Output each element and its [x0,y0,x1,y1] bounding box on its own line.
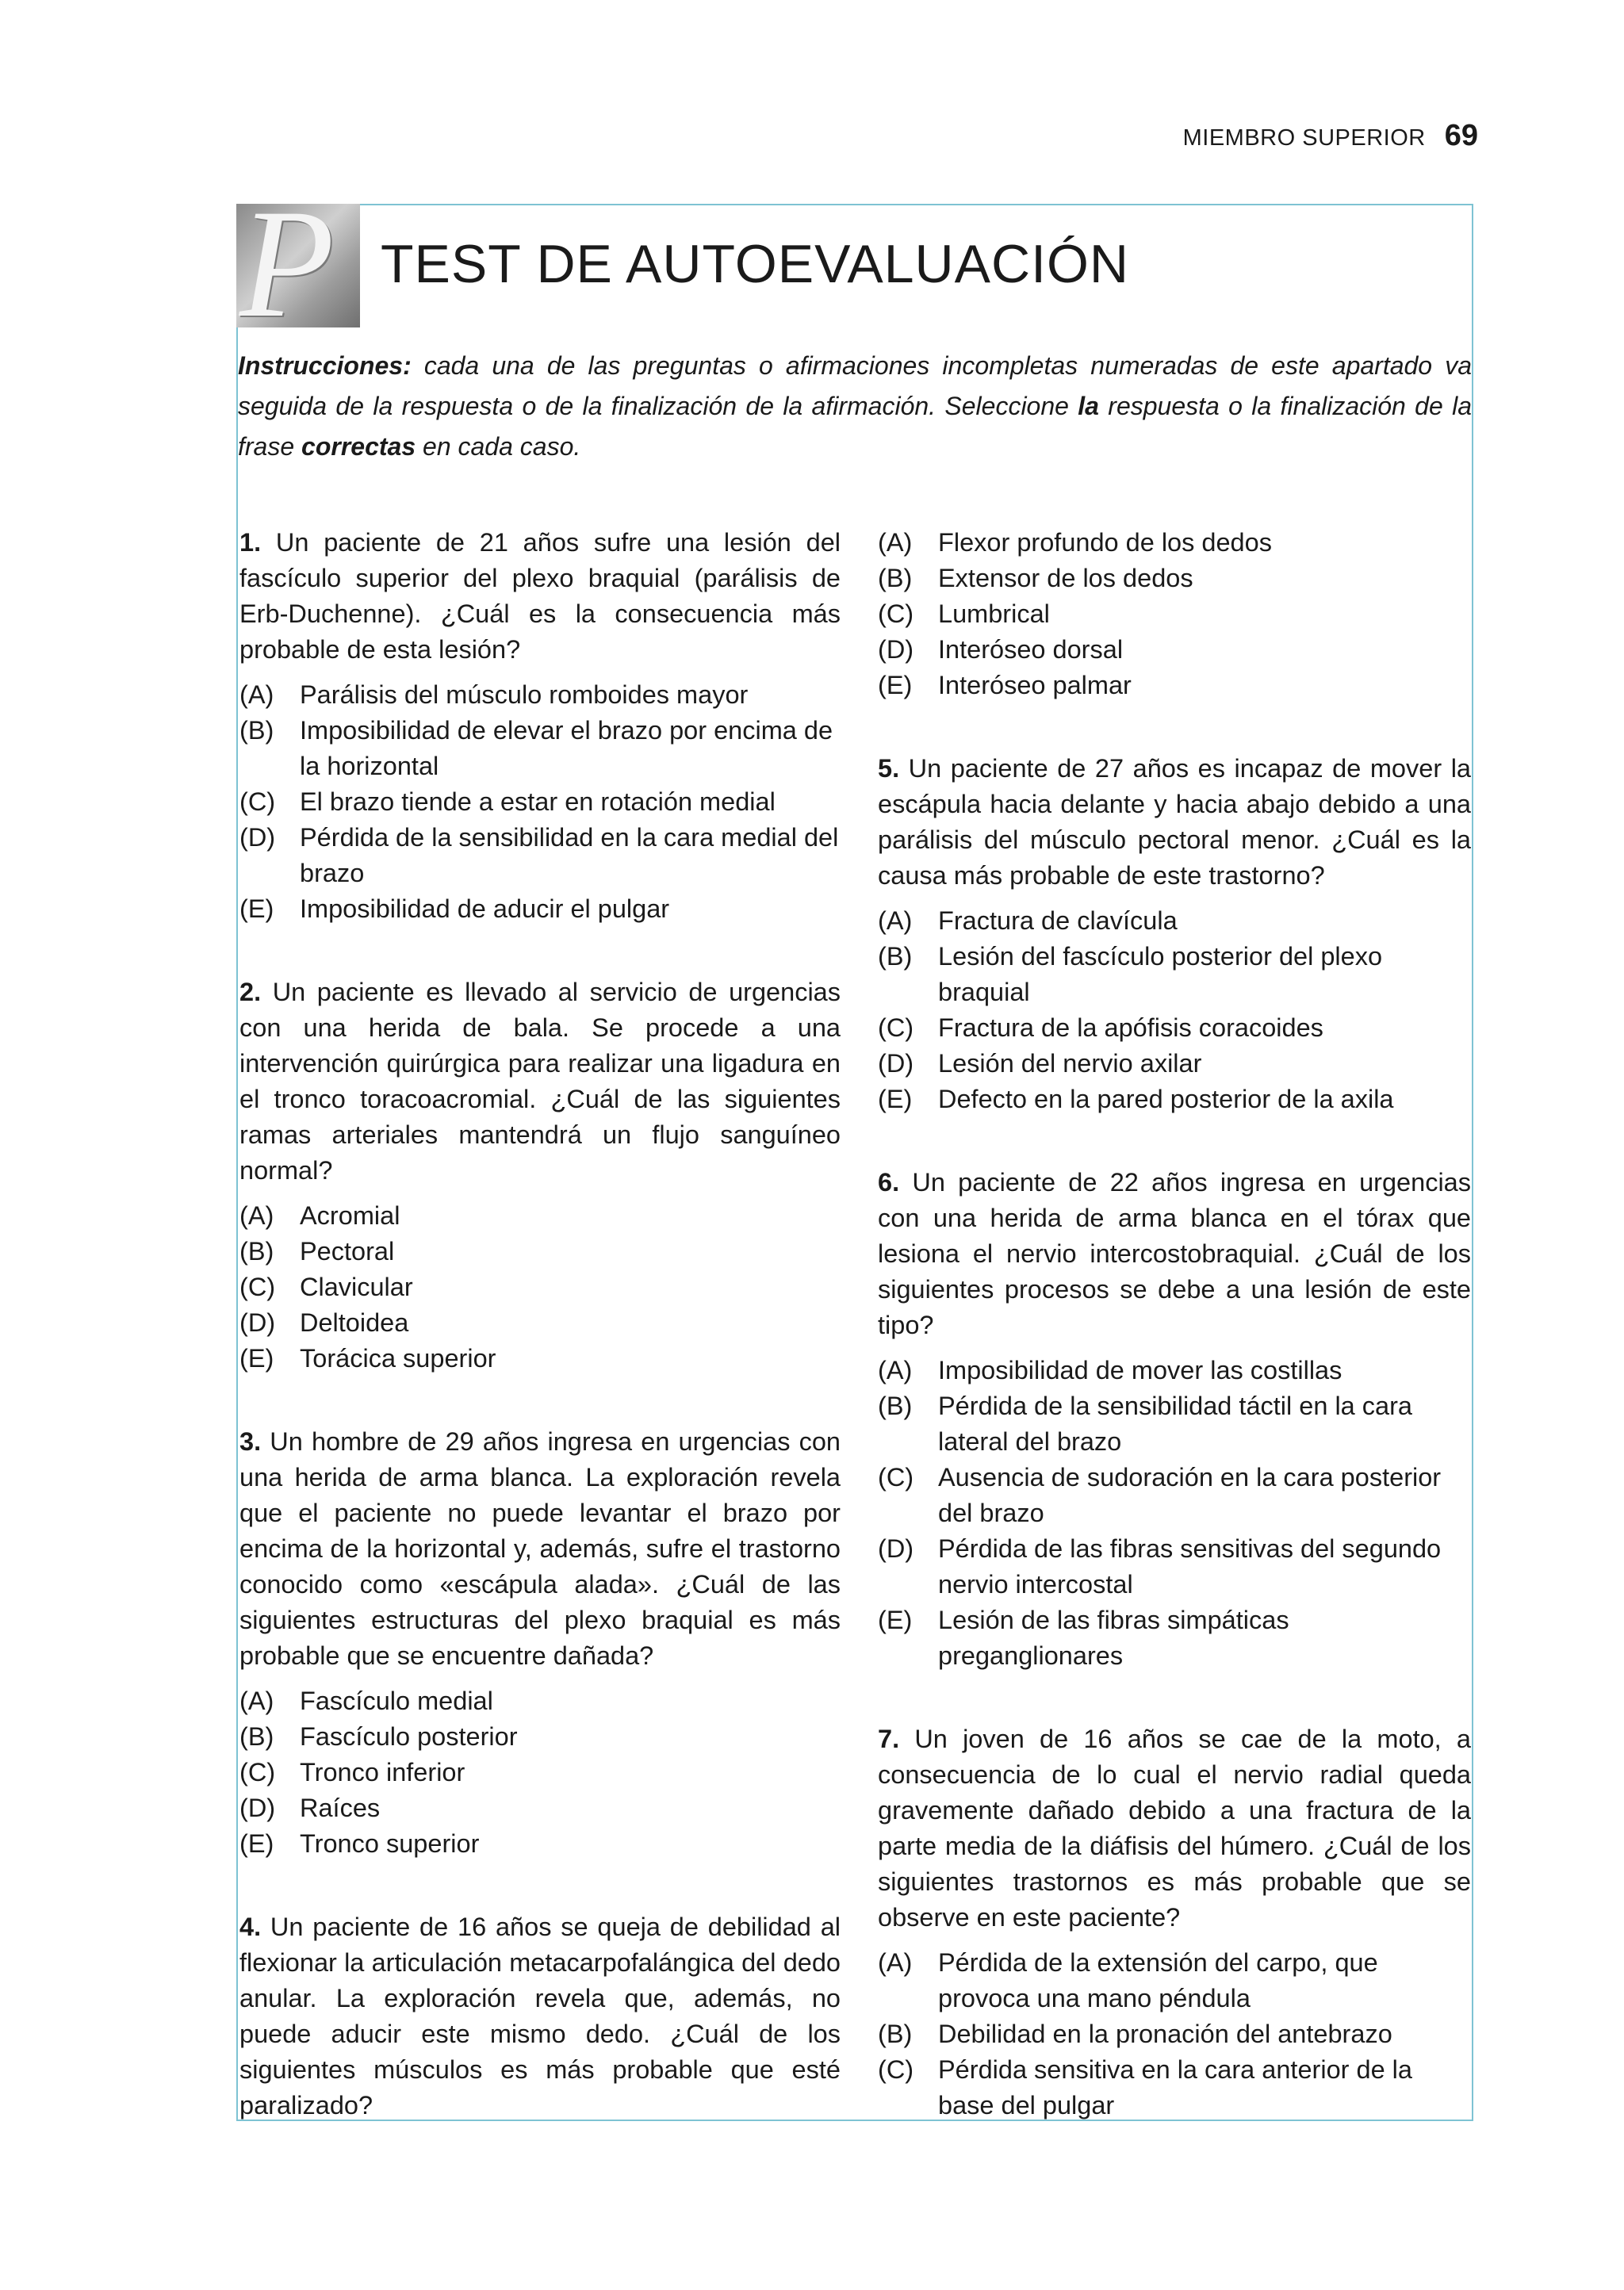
option-text: Imposibilidad de elevar el brazo por encima de la horizontal [300,716,833,780]
option-letter: (A) [239,1201,274,1230]
option-text: Fractura de clavícula [938,906,1178,935]
question-text [239,975,841,1189]
option-text: Debilidad en la pronación del antebrazo [938,2020,1392,2048]
option-c [239,1269,841,1305]
instructions-part1: cada una de las preguntas o afirmaciones incompletas numeradas de este apartado va seguida de la respuesta o de la finalización de la afirmación. Seleccione [238,351,1472,420]
question-number: 5. [878,754,900,783]
option-list [239,1683,841,1862]
option-letter: (E) [239,894,274,923]
option-letter: (E) [878,1606,913,1634]
option-e [239,1341,841,1377]
option-text: Parálisis del músculo romboides mayor [300,680,749,709]
option-text: Tronco inferior [300,1758,465,1786]
question-1 [239,525,841,927]
option-text: Deltoidea [300,1308,409,1337]
option-letter: (C) [239,1273,276,1301]
option-text: El brazo tiende a estar en rotación medial [300,787,776,816]
option-letter: (D) [239,823,276,852]
option-letter: (E) [239,1829,274,1858]
option-letter: (E) [878,671,913,699]
option-text: Pérdida de la sensibilidad en la cara medial del brazo [300,823,839,887]
question-stem: Un paciente de 21 años sufre una lesión del fascículo superior del plexo braquial (parálisis de Erb-Duchenne). ¿Cuál es la consecuencia más probable de esta lesión? [239,528,841,664]
question-number: 6. [878,1168,900,1197]
question-number: 7. [878,1725,900,1753]
option-text: Flexor profundo de los dedos [938,528,1272,557]
option-letter: (B) [239,1722,274,1751]
question-text [239,1909,841,2123]
option-d [878,1046,1471,1082]
option-b [239,1719,841,1755]
option-text: Torácica superior [300,1344,496,1373]
running-head [1183,119,1478,153]
option-list [878,1945,1471,2123]
option-c [878,2052,1471,2123]
running-head-section: MIEMBRO SUPERIOR [1182,125,1426,151]
option-b [239,713,841,784]
option-c [878,1460,1471,1531]
question-text [878,1721,1471,1936]
left-column [239,525,841,2136]
option-letter: (C) [239,787,276,816]
option-letter: (B) [878,942,913,971]
instructions-bold-la: la [1078,392,1099,420]
question-4 [239,1909,841,2123]
question-number: 2. [239,978,262,1006]
option-text: Fascículo posterior [300,1722,518,1751]
option-e [239,1826,841,1862]
option-e [878,668,1471,703]
option-list [878,525,1471,703]
right-column [878,525,1471,2136]
question-stem: Un paciente de 16 años se queja de debilidad al flexionar la articulación metacarpofalángica del dedo anular. La exploración revela que, además, no puede aducir este mismo dedo. ¿Cuál de los siguientes músculos es más probable que esté paralizado? [239,1913,841,2120]
question-stem: Un joven de 16 años se cae de la moto, a consecuencia de lo cual el nervio radial queda gravemente dañado debido a una fractura de la parte media de la diáfisis del húmero. ¿Cuál de los siguientes trastornos es más probable que se observe en este paciente? [878,1725,1471,1932]
option-letter: (E) [878,1085,913,1113]
option-a [878,1353,1471,1388]
option-e [239,891,841,927]
option-letter: (A) [239,680,274,709]
spacer [878,716,1471,751]
question-stem: Un paciente de 22 años ingresa en urgencias con una herida de arma blanca en el tórax que lesiona el nervio intercostobraquial. ¿Cuál de los siguientes procesos se debe a una lesión de este tipo? [878,1168,1471,1339]
option-e [878,1082,1471,1117]
question-text [239,525,841,668]
question-4-options [878,525,1471,703]
option-text: Pérdida de la sensibilidad táctil en la cara lateral del brazo [938,1392,1412,1456]
option-text: Raíces [300,1794,381,1822]
option-text: Interóseo palmar [938,671,1132,699]
option-text: Fractura de la apófisis coracoides [938,1013,1323,1042]
question-7 [878,1721,1471,2123]
page-number: 69 [1444,119,1478,152]
option-c [878,1010,1471,1046]
option-list [239,677,841,927]
option-letter: (A) [878,1948,913,1977]
option-b [239,1234,841,1269]
option-letter: (C) [878,599,914,628]
option-text: Pérdida de las fibras sensitivas del segundo nervio intercostal [938,1534,1442,1599]
option-list [878,1353,1471,1674]
option-b [878,939,1471,1010]
option-text: Pérdida de la extensión del carpo, que provoca una mano péndula [938,1948,1378,2012]
option-text: Ausencia de sudoración en la cara posterior del brazo [938,1463,1442,1527]
option-text: Acromial [300,1201,400,1230]
option-text: Imposibilidad de aducir el pulgar [300,894,670,923]
instructions-bold-correctas: correctas [301,432,416,461]
option-letter: (C) [878,1013,914,1042]
option-letter: (A) [878,906,913,935]
question-2 [239,975,841,1377]
option-b [878,2016,1471,2052]
instructions-part2: respuesta o la finalización de la frase [238,392,1473,461]
option-text: Interóseo dorsal [938,635,1124,664]
option-letter: (C) [878,1463,914,1492]
question-number: 3. [239,1427,262,1456]
option-a [878,525,1471,561]
option-letter: (A) [878,1356,913,1384]
question-text [878,1165,1471,1343]
option-list [878,903,1471,1117]
spacer [239,1389,841,1424]
option-d [878,1531,1471,1603]
spacer [239,940,841,975]
option-text: Clavicular [300,1273,413,1301]
option-text: Extensor de los dedos [938,564,1193,592]
option-letter: (D) [878,1534,914,1563]
question-stem: Un paciente de 27 años es incapaz de mover la escápula hacia delante y hacia abajo debido a una parálisis del músculo pectoral menor. ¿Cuál es la causa más probable de este trastorno? [878,754,1471,890]
option-text: Tronco superior [300,1829,480,1858]
option-c [239,784,841,820]
option-letter: (D) [239,1308,276,1337]
question-3 [239,1424,841,1862]
instructions [238,346,1472,467]
option-letter: (B) [878,564,913,592]
option-text: Lesión de las fibras simpáticas preganglionares [938,1606,1289,1670]
option-text: Lesión del fascículo posterior del plexo braquial [938,942,1383,1006]
instructions-lead: Instrucciones: [238,351,412,380]
question-text [239,1424,841,1674]
page-title: TEST DE AUTOEVALUACIÓN [381,234,1130,294]
option-text: Pectoral [300,1237,395,1266]
initial-letter: P [239,204,335,327]
option-c [239,1755,841,1790]
option-letter: (D) [878,1049,914,1078]
spacer [878,1130,1471,1165]
option-text: Lesión del nervio axilar [938,1049,1202,1078]
option-b [878,1388,1471,1460]
question-number: 1. [239,528,262,557]
option-a [239,1198,841,1234]
question-text [878,751,1471,894]
option-letter: (A) [878,528,913,557]
option-a [239,677,841,713]
option-list [239,1198,841,1377]
question-6 [878,1165,1471,1674]
option-b [878,561,1471,596]
option-letter: (B) [878,1392,913,1420]
spacer [878,1687,1471,1721]
option-letter: (D) [239,1794,276,1822]
option-text: Pérdida sensitiva en la cara anterior de la base del pulgar [938,2055,1412,2120]
question-5 [878,751,1471,1117]
option-text: Fascículo medial [300,1687,493,1715]
option-letter: (A) [239,1687,274,1715]
instructions-part3: en cada caso. [416,432,581,461]
option-letter: (E) [239,1344,274,1373]
option-text: Defecto en la pared posterior de la axila [938,1085,1394,1113]
option-a [239,1683,841,1719]
option-a [878,1945,1471,2016]
option-e [878,1603,1471,1674]
option-text: Imposibilidad de mover las costillas [938,1356,1342,1384]
option-d [239,820,841,891]
spacer [239,1875,841,1909]
option-d [239,1790,841,1826]
question-stem: Un hombre de 29 años ingresa en urgencias con una herida de arma blanca. La exploración revela que el paciente no puede levantar el brazo por encima de la horizontal y, además, sufre el trastorno conocido como «escápula alada». ¿Cuál de las siguientes estructuras del plexo braquial es más probable que se encuentre dañada? [239,1427,841,1670]
question-number: 4. [239,1913,262,1941]
option-a [878,903,1471,939]
option-d [239,1305,841,1341]
option-letter: (C) [878,2055,914,2084]
option-letter: (B) [878,2020,913,2048]
option-letter: (C) [239,1758,276,1786]
option-letter: (B) [239,1237,274,1266]
option-d [878,632,1471,668]
question-stem: Un paciente es llevado al servicio de urgencias con una herida de bala. Se procede a una intervención quirúrgica para realizar una ligadura en el tronco toracoacromial. ¿Cuál de las siguientes ramas arteriales mantendrá un flujo sanguíneo normal? [239,978,841,1185]
option-c [878,596,1471,632]
option-text: Lumbrical [938,599,1050,628]
initial-letter-block [236,204,360,327]
option-letter: (B) [239,716,274,745]
option-letter: (D) [878,635,914,664]
